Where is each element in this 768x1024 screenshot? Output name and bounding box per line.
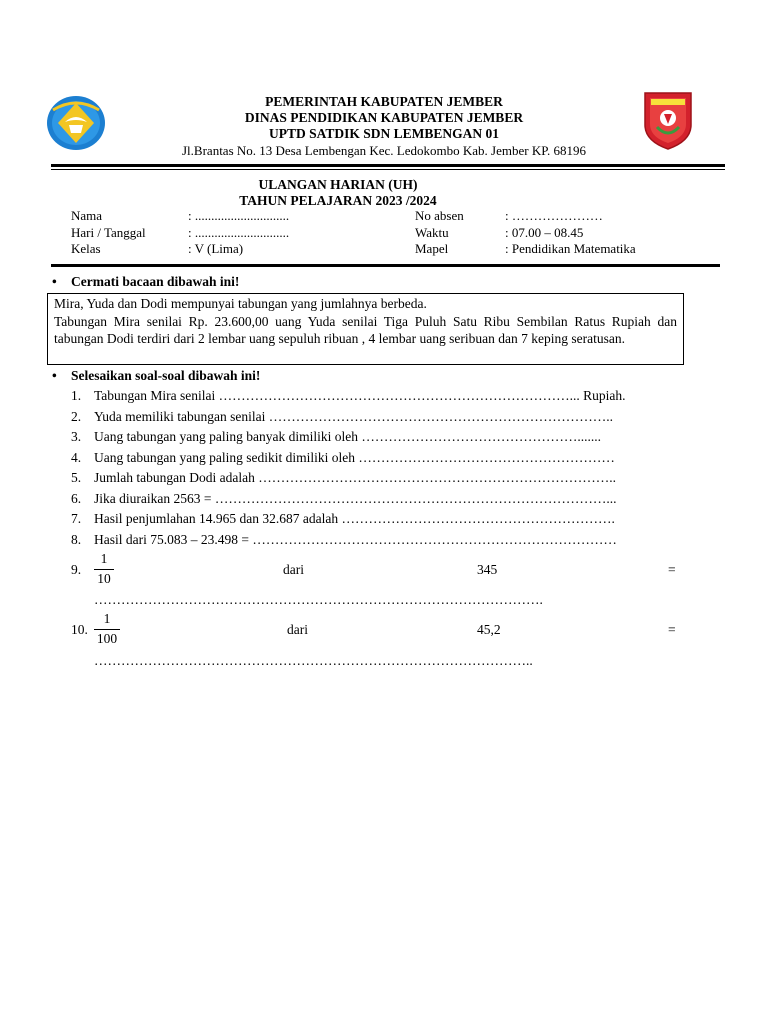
question-number: 7. [71,511,82,526]
section1-heading: Cermati bacaan dibawah ini! [71,274,240,289]
question-number: 8. [71,532,82,547]
question-text: Tabungan Mira senilai ……………………………………………………………………... Rupiah. [94,388,626,403]
header-divider-thin [51,169,725,170]
q10-equals: = [668,622,676,637]
question-text: Jika diuraikan 2563 = ……………………………………………………………………………... [94,491,617,506]
name-field: : ............................. [188,208,290,223]
question-number: 3. [71,429,82,444]
header-address: Jl.Brantas No. 13 Desa Lembengan Kec. Ledokombo Kab. Jember KP. 68196 [182,143,586,158]
fraction-denominator: 100 [96,631,118,646]
header-divider-thick [51,164,725,167]
header-line-2: DINAS PENDIDIKAN KABUPATEN JEMBER [244,110,524,125]
fraction-denominator: 10 [97,571,111,586]
fraction-numerator: 1 [103,611,111,626]
identity-divider [51,264,720,267]
date-field: : ............................. [188,225,290,240]
name-label: Nama [71,208,103,223]
exam-title: ULANGAN HARIAN (UH) [258,177,418,192]
q10-value: 45,2 [477,622,501,637]
q10-word: dari [287,622,308,637]
absen-label: No absen [415,208,464,223]
question-number: 9. [71,562,82,577]
question-number: 4. [71,450,82,465]
question-number: 2. [71,409,82,424]
fraction-bar [94,569,114,570]
question-number: 6. [71,491,82,506]
class-field: : V (Lima) [188,241,244,256]
subject-field: : Pendidikan Matematika [505,241,636,256]
q9-value: 345 [477,562,498,577]
question-text: Hasil penjumlahan 14.965 dan 32.687 adalah ……………………………………………………. [94,511,615,526]
fraction-bar [94,629,120,630]
date-label: Hari / Tanggal [71,225,146,240]
question-number: 1. [71,388,82,403]
section1-bullet: • [52,274,57,289]
reading-paragraph: Tabungan Mira senilai Rp. 23.600,00 uang Yuda senilai Tiga Puluh Satu Ribu Sembilan Ratus Rupiah dan tabungan Dodi terdiri dari 2 lembar uang sepuluh ribuan , 4 lembar uang seribuan dan 7 keping seratusan. [54,313,677,346]
question-number: 5. [71,470,82,485]
q9-word: dari [283,562,304,577]
question-text: Jumlah tabungan Dodi adalah …………………………………………………………………….. [94,470,616,485]
q9-answer-line: ………………………………………………………………………………………. [94,592,543,607]
question-number: 10. [71,622,88,637]
time-label: Waktu [415,225,449,240]
class-label: Kelas [71,241,101,256]
question-text: Hasil dari 75.083 – 23.498 = ……………………………………………………………………… [94,532,617,547]
section2-heading: Selesaikan soal-soal dibawah ini! [71,368,261,383]
question-text: Yuda memiliki tabungan senilai ………………………………………………………………….. [94,409,613,424]
reading-passage-box [47,293,684,365]
exam-year: TAHUN PELAJARAN 2023 /2024 [239,193,437,208]
q9-equals: = [668,562,676,577]
subject-label: Mapel [415,241,449,256]
question-text: Uang tabungan yang paling sedikit dimiliki oleh ………………………………………………… [94,450,615,465]
header-line-1: PEMERINTAH KABUPATEN JEMBER [265,94,503,109]
section2-bullet: • [52,368,57,383]
time-field: : 07.00 – 08.45 [505,225,584,240]
reading-line-1: Mira, Yuda dan Dodi mempunyai tabungan yang jumlahnya berbeda. [54,296,427,311]
header-line-3: UPTD SATDIK SDN LEMBENGAN 01 [268,126,500,141]
question-text: Uang tabungan yang paling banyak dimiliki oleh …………………………………………....... [94,429,601,444]
q10-answer-line: …………………………………………………………………………………….. [94,653,533,668]
fraction-numerator: 1 [100,551,108,566]
absen-field: : ………………… [505,208,603,223]
